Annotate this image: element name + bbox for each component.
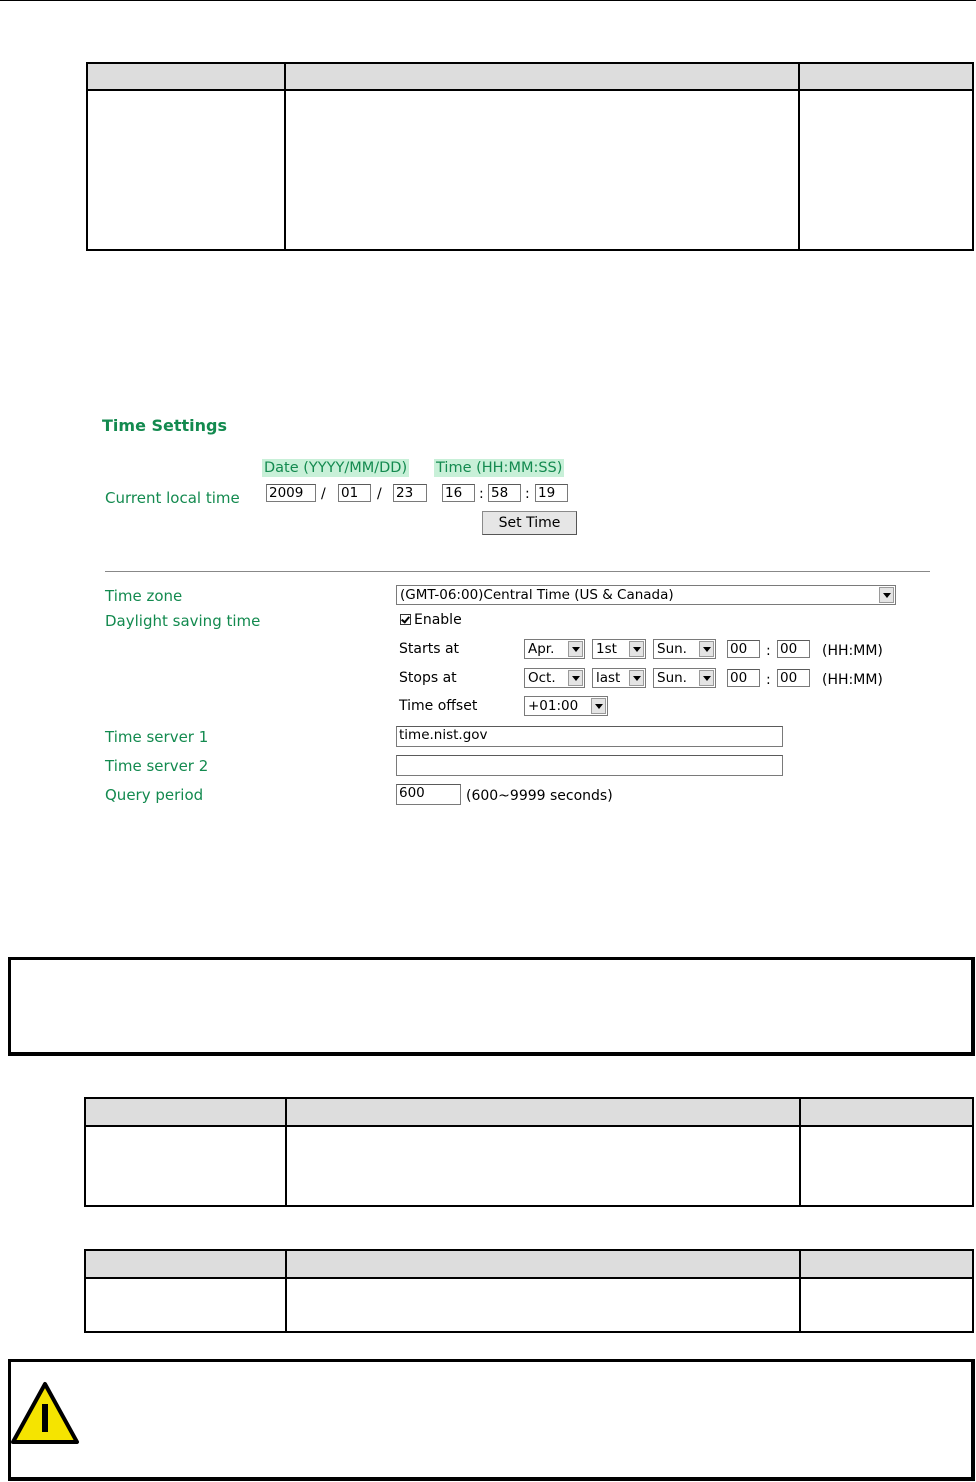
stops-month-select[interactable] xyxy=(524,668,585,688)
chevron-down-icon xyxy=(629,670,644,686)
starts-week-value: 1st xyxy=(596,641,617,657)
table-row xyxy=(87,90,973,250)
starts-month-value: Apr. xyxy=(528,641,555,657)
time-separator: : xyxy=(479,486,484,502)
chevron-down-icon xyxy=(591,698,606,714)
chevron-down-icon xyxy=(629,641,644,657)
stops-week-value: last xyxy=(596,670,621,686)
time-offset-label: Time offset xyxy=(399,698,478,714)
starts-day-select[interactable] xyxy=(653,639,716,659)
set-time-button[interactable]: Set Time xyxy=(482,511,577,535)
warning-box xyxy=(8,1359,975,1481)
time-separator: : xyxy=(766,643,771,659)
stops-hhmm-hint: (HH:MM) xyxy=(822,672,883,688)
starts-month-select[interactable] xyxy=(524,639,585,659)
table-header-row xyxy=(85,1098,973,1126)
top-table xyxy=(86,62,974,251)
day-input[interactable]: 23 xyxy=(393,484,427,502)
starts-minute-input[interactable]: 00 xyxy=(777,640,810,658)
table-header-row xyxy=(87,63,973,90)
stops-minute-input[interactable]: 00 xyxy=(777,669,810,687)
chevron-down-icon xyxy=(568,670,583,686)
time-offset-value: +01:00 xyxy=(528,698,579,714)
query-period-input[interactable]: 600 xyxy=(396,784,461,805)
date-separator: / xyxy=(321,486,326,502)
dst-label: Daylight saving time xyxy=(105,612,261,630)
chevron-down-icon xyxy=(879,587,894,603)
date-separator: / xyxy=(377,486,382,502)
chevron-down-icon xyxy=(699,641,714,657)
settings-divider xyxy=(105,571,930,572)
hour-input[interactable]: 16 xyxy=(442,484,475,502)
starts-hour-input[interactable]: 00 xyxy=(727,640,760,658)
date-header: Date (YYYY/MM/DD) xyxy=(264,460,408,476)
starts-hhmm-hint: (HH:MM) xyxy=(822,643,883,659)
stops-hour-input[interactable]: 00 xyxy=(727,669,760,687)
stops-week-select[interactable] xyxy=(592,668,646,688)
chevron-down-icon xyxy=(699,670,714,686)
table-header-row xyxy=(85,1250,973,1278)
table-row xyxy=(85,1278,973,1332)
stops-at-label: Stops at xyxy=(399,670,457,686)
stops-month-value: Oct. xyxy=(528,670,556,686)
starts-day-value: Sun. xyxy=(657,641,687,657)
time-server-1-label: Time server 1 xyxy=(105,728,209,746)
time-separator: : xyxy=(766,672,771,688)
time-settings-title: Time Settings xyxy=(102,416,228,435)
minute-input[interactable]: 58 xyxy=(488,484,521,502)
table-row xyxy=(85,1126,973,1206)
time-server-1-input[interactable]: time.nist.gov xyxy=(396,726,783,747)
middle-table-2 xyxy=(84,1249,974,1333)
year-input[interactable]: 2009 xyxy=(266,484,316,502)
query-period-label: Query period xyxy=(105,786,204,804)
note-box xyxy=(8,957,975,1056)
chevron-down-icon xyxy=(568,641,583,657)
starts-at-label: Starts at xyxy=(399,641,460,657)
page-top-rule xyxy=(0,0,976,1)
month-input[interactable]: 01 xyxy=(338,484,371,502)
query-period-hint: (600~9999 seconds) xyxy=(466,788,613,804)
time-zone-label: Time zone xyxy=(105,587,183,605)
current-local-time-label: Current local time xyxy=(105,489,240,507)
stops-day-select[interactable] xyxy=(653,668,716,688)
second-input[interactable]: 19 xyxy=(535,484,568,502)
time-header: Time (HH:MM:SS) xyxy=(436,460,563,476)
middle-table-1 xyxy=(84,1097,974,1207)
time-server-2-input[interactable] xyxy=(396,755,783,776)
time-offset-select[interactable] xyxy=(524,696,608,716)
warning-icon xyxy=(10,1380,80,1446)
time-zone-value: (GMT-06:00)Central Time (US & Canada) xyxy=(400,587,674,603)
dst-enable-checkbox[interactable] xyxy=(400,614,411,625)
starts-week-select[interactable] xyxy=(592,639,646,659)
stops-day-value: Sun. xyxy=(657,670,687,686)
time-separator: : xyxy=(525,486,530,502)
dst-enable-label: Enable xyxy=(414,612,462,628)
time-zone-select[interactable] xyxy=(396,585,896,605)
time-server-2-label: Time server 2 xyxy=(105,757,209,775)
